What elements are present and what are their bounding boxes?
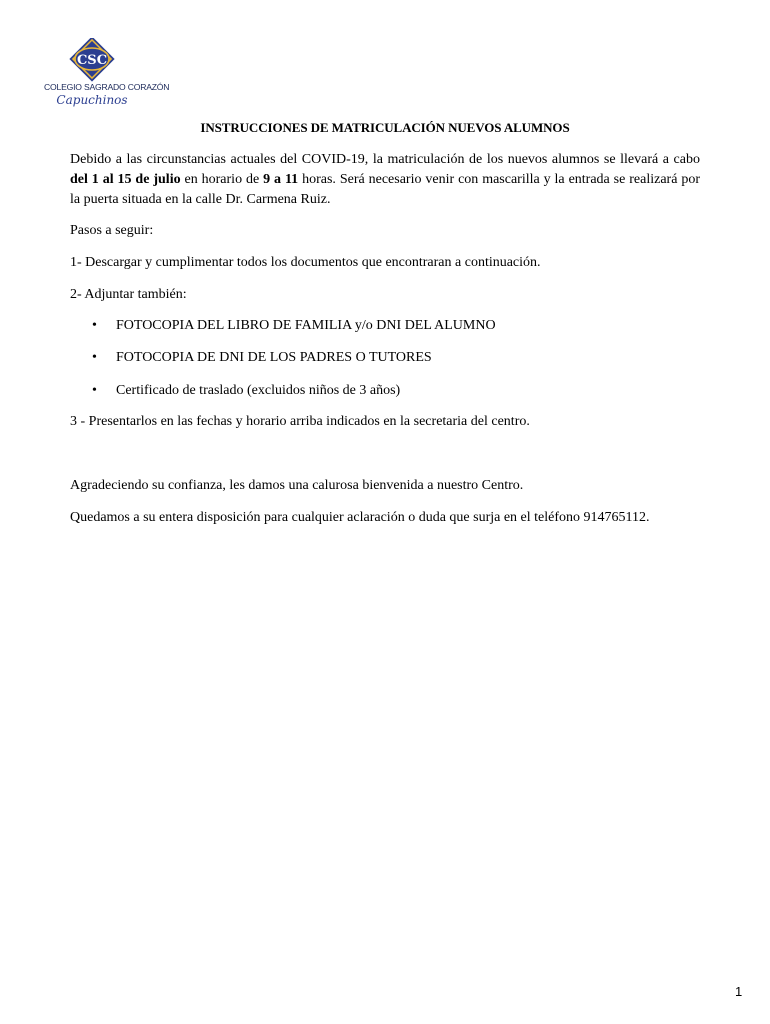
intro-paragraph [70, 150, 700, 210]
logo-school-name: COLEGIO SAGRADO CORAZÓN [44, 82, 170, 92]
intro-hours: 9 a 11 [263, 172, 299, 187]
document-title: INSTRUCCIONES DE MATRICULACIÓN NUEVOS ALUMNOS [200, 120, 570, 135]
list-item [92, 316, 496, 336]
list-item-text: FOTOCOPIA DEL LIBRO DE FAMILIA y/o DNI DEL ALUMNO [116, 318, 496, 333]
school-logo [44, 38, 170, 112]
intro-text-2: en horario de [180, 172, 264, 187]
list-item-text: Certificado de traslado (excluidos niños de 3 años) [116, 383, 401, 398]
bullet-icon: • [92, 350, 97, 365]
logo-subtitle: Capuchinos [56, 93, 128, 107]
step-1: 1- Descargar y cumplimentar todos los documentos que encontraran a continuación. [70, 255, 541, 270]
bullet-icon: • [92, 318, 97, 333]
list-item [92, 381, 400, 401]
intro-text-1: Debido a las circunstancias actuales del COVID-19, la matriculación de los nuevos alumnos se llevará a cabo [70, 152, 700, 167]
intro-dates: del 1 al 15 de julio [70, 172, 181, 187]
step-2: 2- Adjuntar también: [70, 287, 187, 302]
steps-heading: Pasos a seguir: [70, 223, 154, 238]
page-number: 1 [735, 984, 743, 999]
logo-monogram: CSC [76, 53, 108, 68]
logo-emblem [44, 38, 140, 82]
list-item-text: FOTOCOPIA DE DNI DE LOS PADRES O TUTORES [116, 350, 432, 365]
list-item [92, 348, 432, 368]
intro-text-3: horas. Será necesario venir con mascarilla y la entrada se realizará por la puerta situada en la calle Dr. Carmena Ruiz. [70, 172, 700, 207]
bullet-icon: • [92, 383, 97, 398]
step-3: 3 - Presentarlos en las fechas y horario arriba indicados en la secretaria del centro. [70, 414, 530, 429]
thanks-paragraph: Agradeciendo su confianza, les damos una calurosa bienvenida a nuestro Centro. [70, 478, 524, 493]
closing-paragraph: Quedamos a su entera disposición para cualquier aclaración o duda que surja en el teléfono 914765112. [70, 510, 650, 525]
